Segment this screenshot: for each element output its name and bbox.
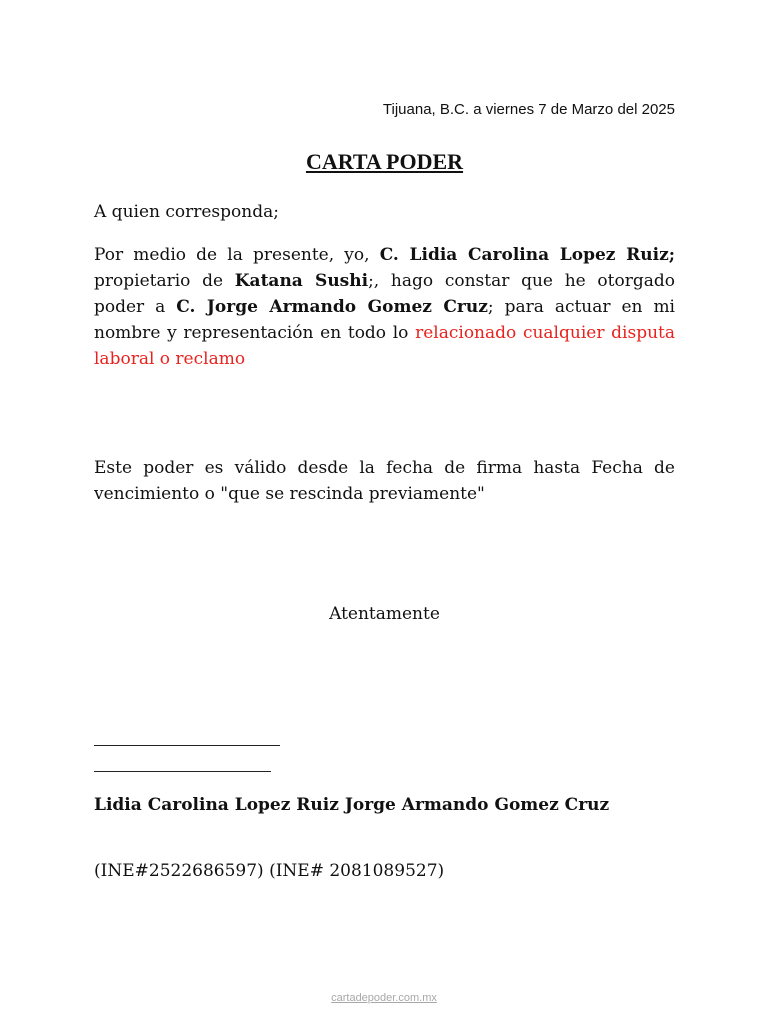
business-name: Katana Sushi xyxy=(234,271,369,291)
footer-link[interactable]: cartadepoder.com.mx xyxy=(331,992,437,1004)
signatory-names: Lidia Carolina Lopez Ruiz Jorge Armando Gomez Cruz xyxy=(94,795,610,815)
date-line: Tijuana, B.C. a viernes 7 de Marzo del 2025 xyxy=(382,101,675,118)
salutation: A quien corresponda; xyxy=(94,202,279,222)
grant-text-3: ;, hago constar que he otorgado poder a xyxy=(94,271,675,317)
document-title: CARTA PODER xyxy=(305,149,464,174)
closing: Atentamente xyxy=(329,604,440,624)
grant-text-2: propietario de xyxy=(94,271,235,291)
grantor-name: C. Lidia Carolina Lopez Ruiz; xyxy=(379,245,676,265)
grant-text-1: Por medio de la presente, yo, xyxy=(94,245,380,265)
grant-paragraph xyxy=(94,242,675,372)
scope-text: relacionado cualquier disputa laboral o reclamo xyxy=(94,323,675,369)
signatory-ine: (INE#2522686597) (INE# 2081089527) xyxy=(94,861,445,881)
attorney-name: C. Jorge Armando Gomez Cruz xyxy=(176,297,488,317)
signature-line-attorney xyxy=(94,771,271,772)
signature-line-grantor xyxy=(94,745,280,746)
validity-paragraph: Este poder es válido desde la fecha de firma hasta Fecha de vencimiento o "que se rescinda previamente" xyxy=(94,458,675,504)
grant-text-4: ; para actuar en mi nombre y representación en todo lo xyxy=(94,297,675,343)
